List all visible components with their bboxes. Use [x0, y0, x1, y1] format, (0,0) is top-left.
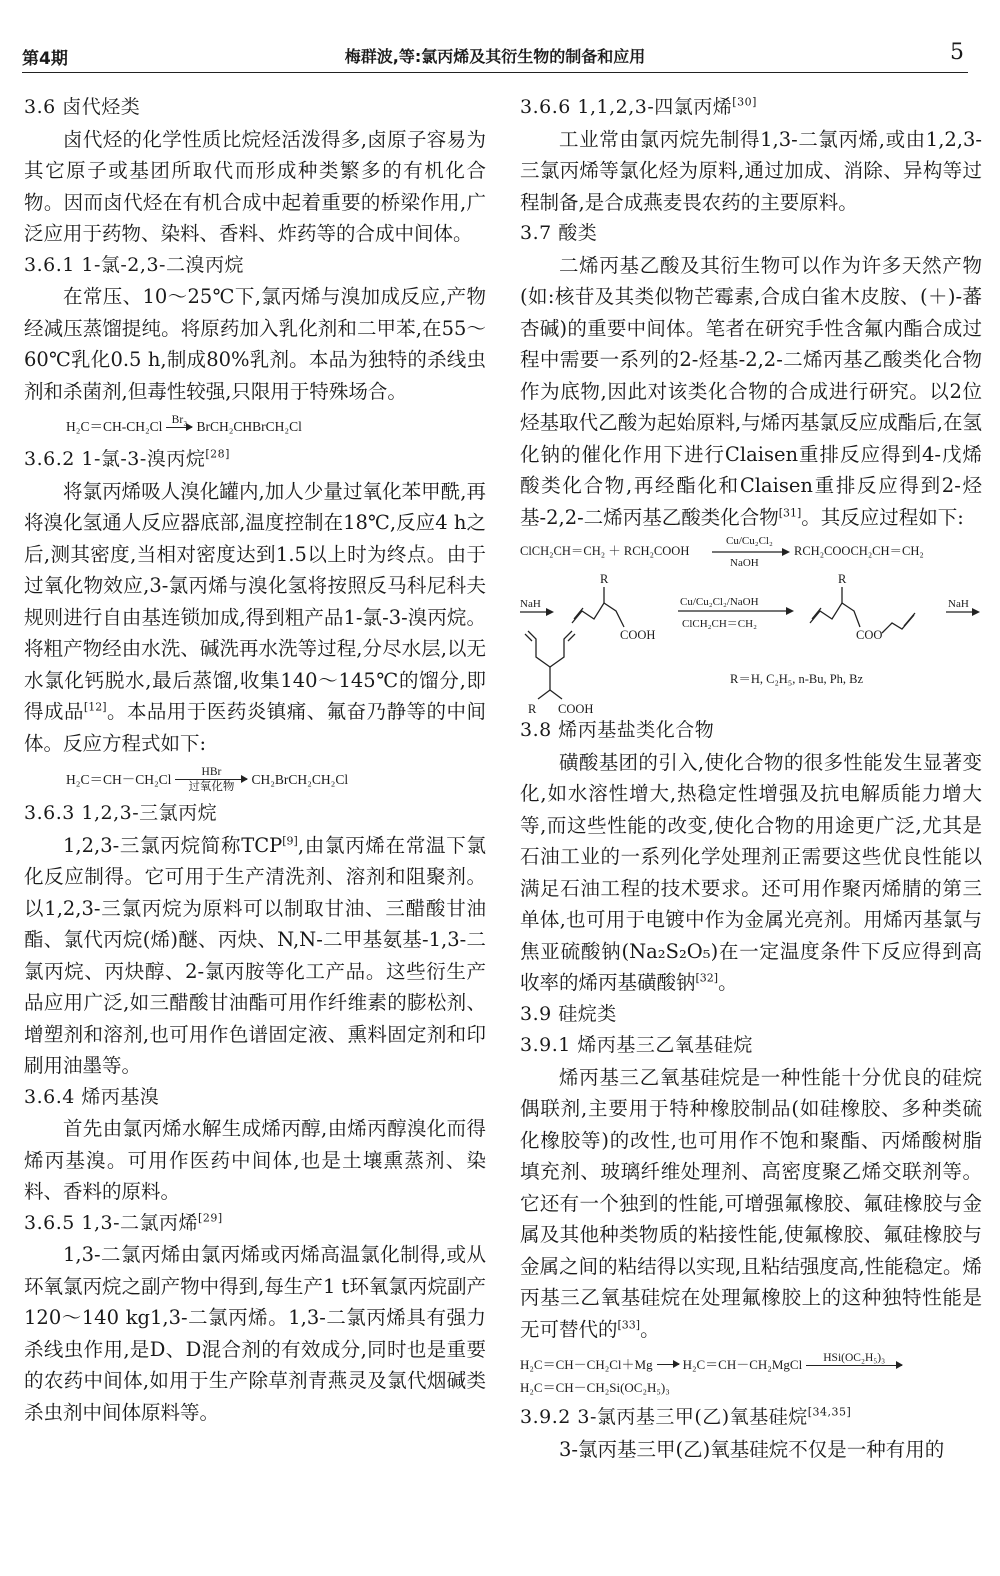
citation: [32] [695, 971, 719, 985]
reagent: ClCH₂CH＝CH₂ [682, 618, 757, 630]
reactant: H₂C＝CH－CH₂Cl＋Mg [520, 1356, 653, 1372]
paragraph: 1,3-二氯丙烯由氯丙烯或丙烯高温氯化制得,或从环氧氯丙烷之副产物中得到,每生产1 t环氧氯丙烷副产120～140 kg1,3-二氯丙烯。1,3-二氯丙烯具有强力杀线虫作用,是D、D混合剂的有效成分,同时也是重要的农药中间体,如用于生产除草剂青燕灵及氯代烟碱类杀虫剂中间体原料等。 [24, 1243, 486, 1424]
citation: [9] [282, 834, 298, 848]
section-heading: 3.6 卤代烃类 [24, 96, 141, 118]
section-heading: 3.6.5 1,3-二氯丙烯[29] [24, 1211, 223, 1234]
reaction-arrow [166, 413, 192, 440]
reagent: Cu/Cu₂Cl₂ [726, 535, 773, 547]
reaction-arrow [806, 1351, 902, 1378]
paragraph: 1,2,3-三氯丙烷简称TCP[9],由氯丙烯在常温下氯化反应制得。它可用于生产清洗剂、溶剂和阻聚剂。以1,2,3-三氯丙烷为原料可以制取甘油、三醋酸甘油酯、氯代丙烷(烯)醚、丙炔、N,N-二甲基氨基-1,3-二氯丙烷、丙炔醇、2-氯丙胺等化工产品。这些衍生产品应用广泛,如三醋酸甘油酯可用作纤维素的膨松剂、增塑剂和溶剂,也可用作色谱固定液、熏料固定剂和印刷用油墨等。 [24, 833, 486, 1078]
substituent-label: R [600, 572, 609, 586]
substituent-definition: R＝H, C₂H₅, n-Bu, Ph, Bz [730, 672, 864, 686]
section-heading: 3.9.2 3-氯丙基三甲(乙)氧基硅烷[34,35] [520, 1405, 852, 1429]
product: CH₂BrCH₂CH₂Cl [251, 771, 349, 787]
reagent: HBr [201, 766, 222, 779]
product: RCH₂COOCH₂CH＝CH₂ [794, 544, 924, 558]
reaction-arrow [175, 765, 247, 794]
substituent-label: R [528, 702, 537, 715]
paragraph: 在常压、10～25℃下,氯丙烯与溴加成反应,产物经减压蒸馏提纯。将原药加入乳化剂和二甲苯,在55～60℃乳化0.5 h,制成80%乳剂。本品为独特的杀线虫剂和杀菌剂,但毒性较强,只限用于特殊场合。 [24, 285, 486, 403]
intermediate: H₂C＝CH－CH₂MgCl [682, 1356, 803, 1372]
citation: [34,35] [807, 1405, 852, 1419]
paragraph: 将氯丙烯吸人溴化罐内,加人少量过氧化苯甲酰,再将溴化氢通人反应器底部,温度控制在18℃,反应4 h之后,测其密度,当相对密度达到1.5以上时为终点。由于过氧化物效应,3-氯丙烯与溴化氢将按照反马科尼科夫规则进行自由基连锁加成,得到粗产品1-氯-3-溴丙烷。将粗产物经由水洗、碱洗再水洗等过程,分尽水层,以无水氯化钙脱水,最后蒸馏,收集140～145℃的馏分,即得成品[12]。本品用于医药炎镇痛、氟奋乃静等的中间体。反应方程式如下: [24, 479, 486, 755]
page-header [22, 38, 968, 73]
section-heading: 3.6.1 1-氯-2,3-二溴丙烷 [24, 253, 244, 276]
reaction-equation [66, 413, 486, 440]
base: NaOH [730, 557, 759, 569]
reaction-scheme [520, 535, 982, 715]
section-heading: 3.6.6 1,1,2,3-四氯丙烯[30] [520, 95, 757, 118]
reagent: NaH [520, 598, 541, 610]
paragraph: 首先由氯丙烯水解生成烯丙醇,由烯丙醇溴化而得烯丙基溴。可用作医药中间体,也是土壤熏蒸剂、染料、香料的原料。 [24, 1117, 486, 1204]
functional-group: COO [856, 628, 883, 642]
reactant: H₂C＝CH－CH₂Cl [66, 771, 172, 787]
catalyst: 过氧化物 [188, 781, 235, 794]
citation: [29] [198, 1211, 223, 1225]
issue-number: 第4期 [22, 49, 68, 69]
functional-group: COOH [558, 702, 594, 715]
running-title: 梅群波,等:氯丙烯及其衍生物的制备和应用 [344, 47, 646, 66]
reagent: Cu/Cu₂Cl₂/NaOH [680, 596, 759, 608]
left-column [24, 92, 486, 1428]
paragraph: 二烯丙基乙酸及其衍生物可以作为许多天然产物(如:核苷及其类似物芒霉素,合成白雀木皮胺、(＋)-蕃杏碱)的重要中间体。笔者在研究手性含氟内酯合成过程中需要一系列的2-烃基-2,2-二烯丙基乙酸类化合物作为底物,因此对该类化合物的合成进行研究。以2位烃基取代乙酸为起始原料,与烯丙基氯反应成酯后,在氢化钠的催化作用下进行Claisen重排反应得到4-戊烯酸类化合物,再经酯化和Claisen重排反应得到2-烃基-2,2-二烯丙基乙酸类化合物[31]。其反应过程如下: [520, 253, 982, 529]
reagent: Br₂ [171, 414, 188, 426]
section-heading: 3.8 烯丙基盐类化合物 [520, 719, 715, 741]
paragraph: 卤代烃的化学性质比烷烃活泼得多,卤原子容易为其它原子或基团所取代而形成种类繁多的有机化合物。因而卤代烃在有机合成中起着重要的桥梁作用,广泛应用于药物、染料、香料、炸药等的合成中间体。 [24, 127, 486, 245]
paragraph: 3-氯丙基三甲(乙)氧基硅烷不仅是一种有用的 [559, 1437, 945, 1461]
citation: [12] [83, 700, 107, 714]
functional-group: COOH [620, 628, 656, 642]
reactant: ClCH₂CH＝CH₂ ＋ RCH₂COOH [520, 544, 690, 558]
section-heading: 3.9.1 烯丙基三乙氧基硅烷 [520, 1034, 753, 1056]
paragraph: 烯丙基三乙氧基硅烷是一种性能十分优良的硅烷偶联剂,主要用于特种橡胶制品(如硅橡胶、多种类硫化橡胶等)的改性,也可用作不饱和聚酯、丙烯酸树脂填充剂、玻璃纤维处理剂、高密度聚乙烯交联剂等。它还有一个独到的性能,可增强氟橡胶、氟硅橡胶与金属及其他种类物质的粘接性能,使氟橡胶、氟硅橡胶与金属之间的粘结得以实现,且粘结强度高,性能稳定。烯丙基三乙氧基硅烷在处理氟橡胶上的这种独特性能是无可替代的[33]。 [520, 1065, 982, 1341]
section-heading: 3.9 硅烷类 [520, 1002, 617, 1025]
reaction-equation [520, 1351, 982, 1378]
section-heading: 3.7 酸类 [520, 222, 598, 244]
product: BrCH₂CHBrCH₂Cl [196, 418, 302, 434]
citation: [28] [205, 447, 230, 461]
reagent: NaH [948, 598, 969, 610]
right-column [520, 92, 982, 1465]
section-heading: 3.6.4 烯丙基溴 [24, 1085, 160, 1108]
paragraph: 磺酸基团的引入,使化合物的很多性能发生显著变化,如水溶性增大,热稳定性增强及抗电解质能力增大等,而这些性能的改变,使化合物的用途更广泛,尤其是石油工业的一系列化学处理剂正需要这些优良性能以满足石油工程的技术要求。还可用作聚丙烯腈的第三单体,也可用于电镀中作为金属光亮剂。用烯丙基氯与焦亚硫酸钠(Na₂S₂O₅)在一定温度条件下反应得到高收率的烯丙基磺酸钠[32]。 [520, 750, 982, 994]
reaction-scheme-drawing [520, 535, 982, 715]
reaction-equation [66, 765, 486, 794]
section-heading: 3.6.3 1,2,3-三氯丙烷 [24, 802, 218, 825]
reactant: H₂C＝CH-CH₂Cl [66, 418, 163, 434]
product: H₂C＝CH－CH₂Si(OC₂H₅)₃ [520, 1380, 670, 1396]
reaction-product-line [520, 1378, 982, 1398]
citation: [33] [617, 1318, 641, 1331]
reaction-arrow [657, 1352, 679, 1377]
reagent: HSi(OC₂H₅)₃ [823, 1352, 886, 1364]
substituent-label: R [838, 572, 847, 586]
citation: [31] [778, 506, 802, 519]
paragraph: 工业常由氯丙烷先制得1,3-二氯丙烯,或由1,2,3-三氯丙烯等氯化烃为原料,通过加成、消除、异构等过程制备,是合成燕麦畏农药的主要原料。 [520, 127, 982, 214]
citation: [30] [732, 95, 757, 109]
section-heading: 3.6.2 1-氯-3-溴丙烷[28] [24, 447, 230, 471]
page-number: 5 [950, 40, 964, 65]
